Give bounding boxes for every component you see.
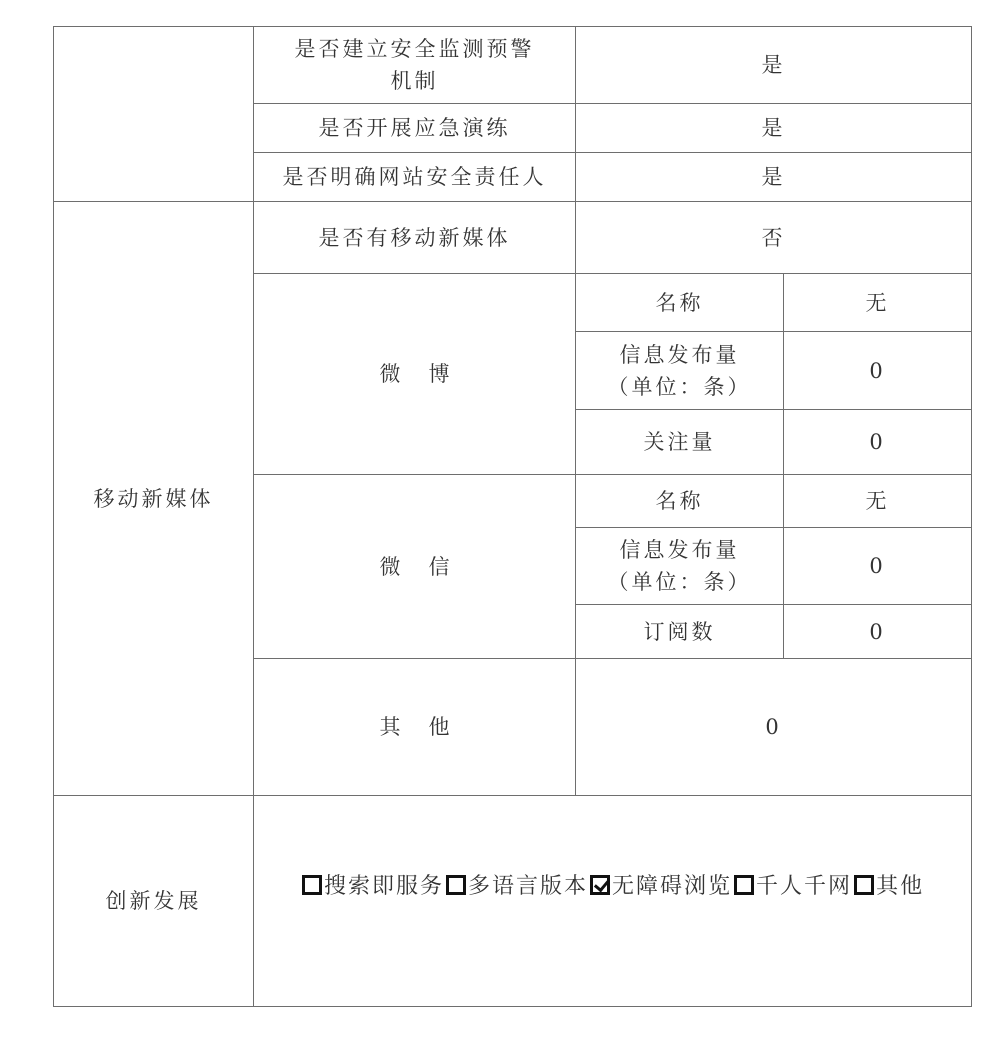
wechat-posts-value: 0 [869, 554, 886, 578]
wechat-posts-label [576, 528, 783, 604]
monitor-value: 是 [761, 53, 786, 77]
checkbox-personalized[interactable] [734, 875, 754, 895]
innovation-options [300, 866, 924, 902]
wechat-name-value: 无 [865, 489, 890, 513]
weibo-followers-value: 0 [869, 430, 886, 454]
option-search-service-label: 搜索即服务 [324, 873, 445, 899]
weibo-name-value: 无 [865, 290, 890, 315]
option-personalized-label: 千人千网 [756, 873, 853, 899]
weibo-posts-label-line2: （单位：条） [607, 374, 752, 399]
checkbox-search-service[interactable] [302, 875, 322, 895]
wechat-name-label: 名称 [655, 489, 704, 513]
border-right [971, 26, 972, 1007]
checkbox-accessible[interactable] [590, 875, 610, 895]
other-value: 0 [765, 715, 782, 739]
owner-label: 是否明确网站安全责任人 [282, 165, 547, 189]
owner-value: 是 [761, 165, 786, 189]
other-label: 其他 [379, 715, 478, 739]
drill-value: 是 [761, 116, 786, 140]
wechat-subs-value: 0 [869, 619, 886, 644]
checkbox-other[interactable] [854, 875, 874, 895]
option-other-label: 其他 [876, 873, 925, 899]
option-multilingual-label: 多语言版本 [468, 873, 589, 899]
monitor-label-line1: 是否建立安全监测预警 [294, 37, 535, 61]
mobile-section-label: 移动新媒体 [93, 486, 214, 511]
innovation-section-label: 创新发展 [105, 889, 202, 913]
weibo-label: 微博 [379, 362, 478, 386]
drill-label: 是否开展应急演练 [318, 116, 511, 140]
wechat-posts-label-line1: 信息发布量 [619, 538, 740, 562]
weibo-posts-value: 0 [869, 358, 886, 383]
weibo-name-label: 名称 [655, 290, 704, 315]
wechat-subs-label: 订阅数 [643, 619, 716, 644]
has-mobile-value: 否 [761, 225, 786, 250]
checkbox-multilingual[interactable] [446, 875, 466, 895]
wechat-posts-label-line2: （单位：条） [607, 570, 752, 594]
weibo-posts-label-line1: 信息发布量 [619, 342, 740, 367]
wechat-label: 微信 [379, 554, 478, 579]
border-bottom [53, 1006, 972, 1007]
monitor-label-line2: 机制 [390, 69, 439, 93]
weibo-posts-label [576, 332, 783, 409]
monitor-label [254, 27, 575, 103]
option-accessible-label: 无障碍浏览 [612, 873, 733, 899]
has-mobile-label: 是否有移动新媒体 [318, 225, 511, 250]
weibo-followers-label: 关注量 [643, 430, 716, 454]
